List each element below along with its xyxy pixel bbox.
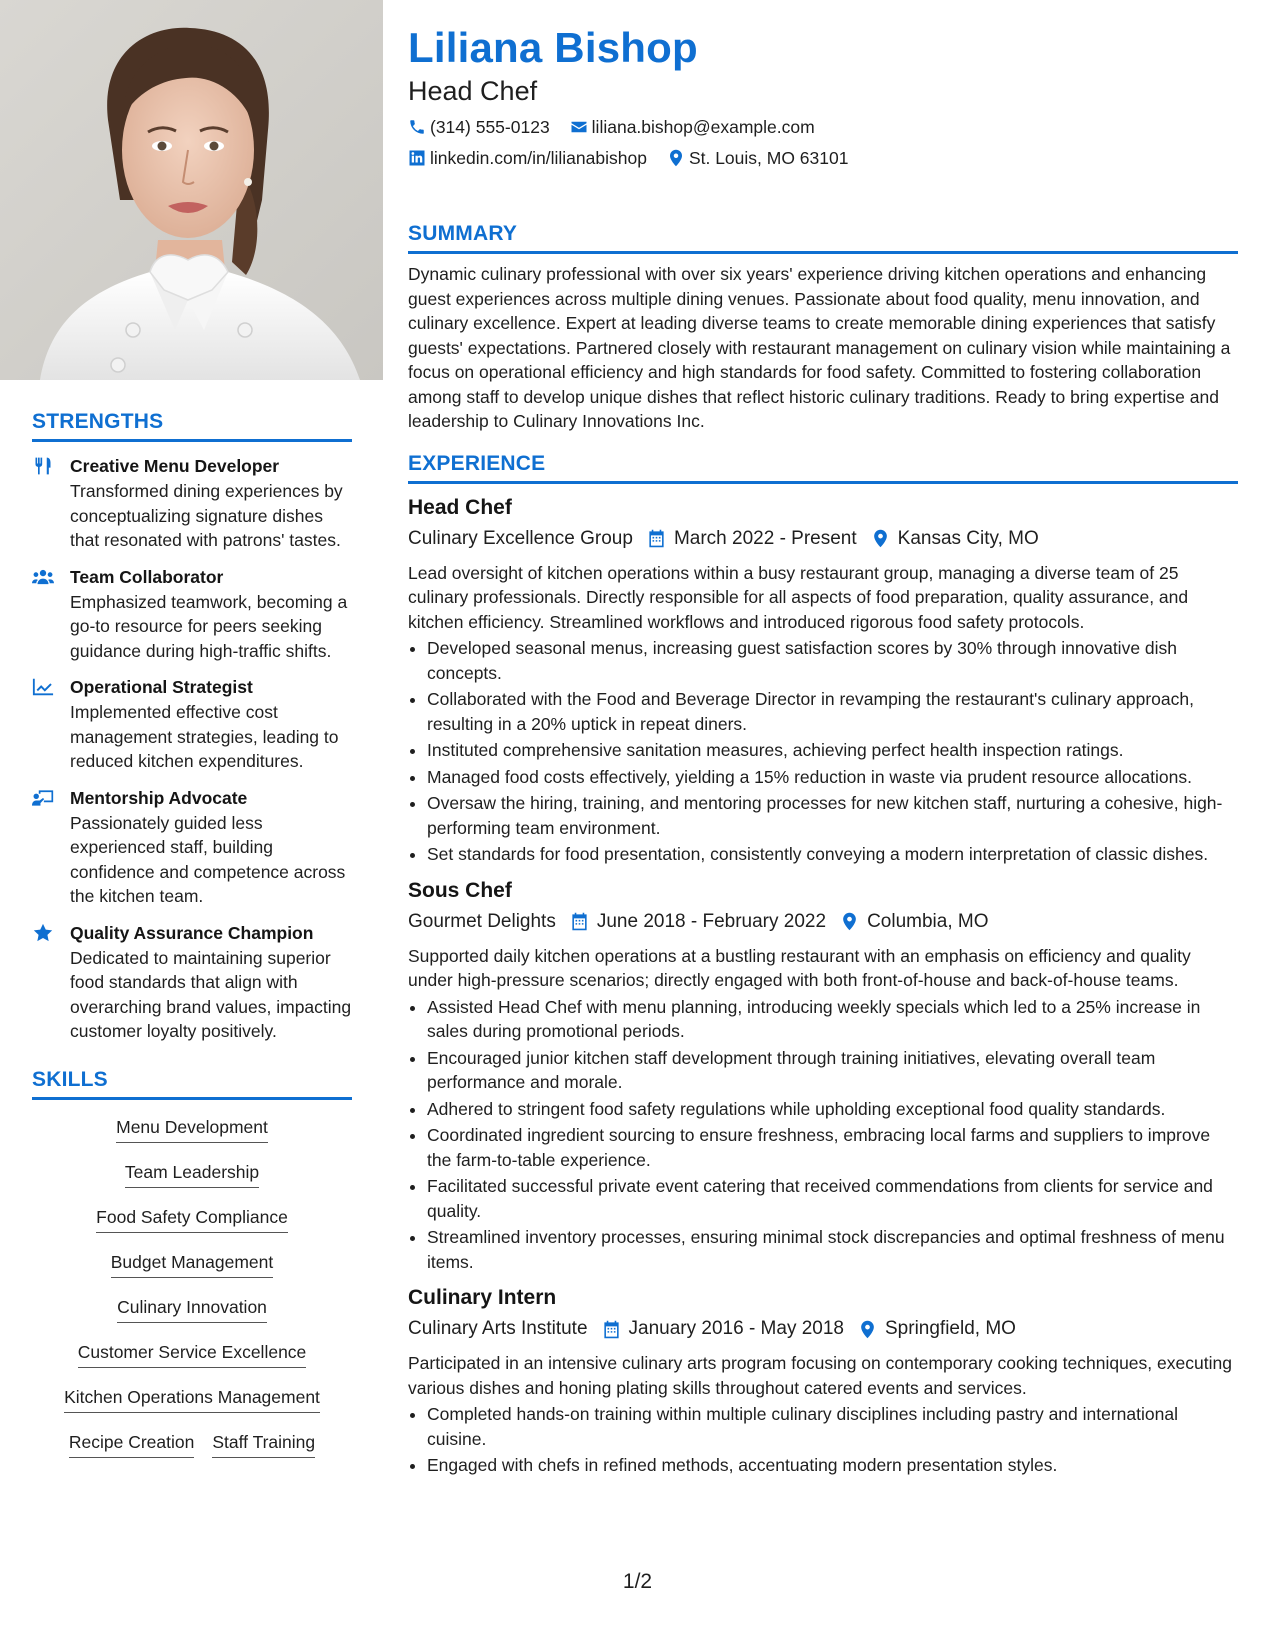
strength-desc: Emphasized teamwork, becoming a go-to resource for peers seeking guidance during high-traffic shifts.	[70, 591, 348, 661]
strength-item	[32, 565, 352, 664]
phone-icon	[408, 118, 426, 136]
strength-item	[32, 921, 352, 1044]
skill-tag: Customer Service Excellence	[78, 1339, 307, 1368]
bullet-item: • Set standards for food presentation, consistently conveying a modern interpretation of classic dishes.	[427, 842, 1238, 867]
chart-line-icon	[32, 677, 54, 697]
skills-list	[32, 1114, 352, 1474]
job-bullets	[408, 1402, 1238, 1478]
map-pin-icon	[858, 1320, 877, 1339]
section-divider	[32, 439, 352, 442]
bullet-item: • Facilitated successful private event catering that received commendations from clients for service and quality.	[427, 1174, 1238, 1223]
job-dates: March 2022 - Present	[673, 527, 857, 549]
strength-title: Creative Menu Developer	[70, 456, 280, 476]
skill-tag: Kitchen Operations Management	[64, 1384, 320, 1413]
calendar-icon	[602, 1320, 621, 1339]
strength-desc: Transformed dining experiences by conceptualizing signature dishes that resonated with patrons' tastes.	[70, 481, 343, 550]
email-contact[interactable]	[570, 115, 815, 139]
candidate-name: Liliana Bishop	[408, 24, 698, 71]
page-number: 1/2	[622, 1570, 653, 1593]
envelope-icon	[570, 118, 588, 136]
job-company: Culinary Excellence Group	[408, 527, 633, 549]
job-meta	[408, 1316, 1238, 1342]
strength-desc: Dedicated to maintaining superior food standards that align with overarching brand values, impacting customer loyalty positively.	[70, 947, 352, 1041]
job-location: Columbia, MO	[867, 910, 989, 932]
job-location: Kansas City, MO	[897, 527, 1039, 549]
summary-text: Dynamic culinary professional with over six years' experience driving kitchen operations and enhancing guest experiences across multiple dining venues. Passionate about food quality, menu innovation, and culinary excellence. Expert at leading diverse teams to create memorable dining experiences that satisfy guests' expectations. Partnered closely with restaurant management on culinary vision while maintaining a focus on operational efficiency and high standards for food safety. Committed to fostering collaboration among staff to develop unique dishes that reflect historic culinary traditions. Ready to bring expertise and leadership to Culinary Innovations Inc.	[408, 264, 1231, 431]
job-title: Culinary Intern	[408, 1286, 557, 1309]
job-company: Culinary Arts Institute	[408, 1318, 588, 1339]
email-text: liliana.bishop@example.com	[591, 117, 815, 137]
candidate-role: Head Chef	[408, 76, 538, 106]
strength-desc: Implemented effective cost management strategies, leading to reduced kitchen expenditures.	[70, 702, 339, 771]
bullet-item: • Developed seasonal menus, increasing guest satisfaction scores by 30% through innovative dish concepts.	[427, 636, 1238, 685]
job-dates: June 2018 - February 2022	[596, 910, 827, 932]
job-description: Participated in an intensive culinary arts program focusing on contemporary cooking techniques, executing various dishes and honing plating skills throughout catered events and services.	[408, 1353, 1232, 1398]
section-divider	[32, 1097, 352, 1100]
section-divider	[408, 251, 1238, 254]
job-description: Supported daily kitchen operations at a bustling restaurant with an emphasis on efficiency and quality under high-pressure scenarios; directly engaged with both front-of-house and back-of-house teams.	[408, 945, 1191, 990]
job-bullets	[408, 636, 1238, 867]
map-pin-icon	[871, 529, 890, 548]
job-title: Head Chef	[408, 495, 512, 519]
bullet-item: • Engaged with chefs in refined methods, accentuating modern presentation styles.	[427, 1453, 1238, 1478]
strength-title: Operational Strategist	[70, 677, 253, 697]
profile-photo	[0, 0, 383, 380]
strength-title: Mentorship Advocate	[70, 787, 248, 808]
utensils-icon	[32, 456, 54, 476]
strength-item	[32, 675, 352, 774]
bullet-item: • Instituted comprehensive sanitation measures, achieving perfect health inspection ratings.	[427, 738, 1238, 763]
job-meta	[408, 526, 1238, 552]
job-description: Lead oversight of kitchen operations within a busy restaurant group, managing a diverse team of 25 culinary professionals. Directly responsible for all aspects of food preparation, quality assurance, and kitchen efficiency. Streamlined workflows and introduced rigorous food safety protocols.	[408, 562, 1189, 632]
skill-tag: Staff Training	[212, 1429, 315, 1458]
summary-heading: SUMMARY	[408, 222, 518, 245]
location-contact	[667, 146, 849, 170]
strength-item	[32, 786, 352, 909]
job-entry	[408, 494, 1238, 867]
bullet-item: • Streamlined inventory processes, ensuring minimal stock discrepancies and optimal freshness of menu items.	[427, 1225, 1238, 1274]
strength-desc: Passionately guided less experienced staff, building confidence and competence across the kitchen team.	[70, 812, 346, 906]
map-pin-icon	[667, 149, 685, 167]
job-entry	[408, 877, 1238, 1275]
bullet-item: • Adhered to stringent food safety regulations while upholding exceptional food quality standards.	[427, 1097, 1238, 1122]
bullet-item: • Managed food costs effectively, yielding a 15% reduction in waste via prudent resource allocations.	[427, 765, 1238, 790]
bullet-item: • Assisted Head Chef with menu planning, introducing weekly specials which led to a 25% increase in sales during promotional periods.	[427, 995, 1238, 1044]
job-company: Gourmet Delights	[408, 910, 556, 932]
bullet-item: • Completed hands-on training within multiple culinary disciplines including pastry and international cuisine.	[427, 1402, 1238, 1451]
skill-tag: Menu Development	[116, 1114, 268, 1143]
job-bullets	[408, 995, 1238, 1275]
bullet-item: • Coordinated ingredient sourcing to ensure freshness, embracing local farms and suppliers to improve the farm-to-table experience.	[427, 1123, 1238, 1172]
star-icon	[32, 923, 54, 943]
skill-tag: Culinary Innovation	[117, 1294, 267, 1323]
users-icon	[32, 567, 54, 587]
job-dates: January 2016 - May 2018	[628, 1318, 844, 1339]
skill-tag: Recipe Creation	[69, 1429, 194, 1458]
map-pin-icon	[840, 912, 859, 931]
sidebar	[0, 0, 383, 1650]
calendar-icon	[647, 529, 666, 548]
contact-row	[408, 146, 1238, 170]
linkedin-text: linkedin.com/in/lilianabishop	[430, 148, 647, 168]
strength-item	[32, 454, 352, 553]
job-entry	[408, 1284, 1238, 1478]
section-divider	[408, 481, 1238, 484]
strength-title: Team Collaborator	[70, 566, 224, 587]
phone-contact[interactable]	[408, 115, 550, 139]
location-text: St. Louis, MO 63101	[688, 148, 849, 168]
teacher-icon	[32, 788, 54, 808]
skill-tag: Budget Management	[111, 1249, 273, 1278]
strength-title: Quality Assurance Champion	[70, 922, 314, 943]
linkedin-contact[interactable]	[408, 146, 647, 170]
bullet-item: • Collaborated with the Food and Beverage Director in revamping the restaurant's culinary approach, resulting in a 20% uptick in repeat diners.	[427, 687, 1238, 736]
bullet-item: • Encouraged junior kitchen staff development through training initiatives, elevating overall team performance and morale.	[427, 1046, 1238, 1095]
skill-tag: Food Safety Compliance	[96, 1204, 288, 1233]
phone-text: (314) 555-0123	[430, 117, 550, 137]
experience-heading: EXPERIENCE	[408, 451, 546, 475]
skills-heading: SKILLS	[32, 1067, 108, 1091]
job-location: Springfield, MO	[885, 1318, 1016, 1339]
skill-tag: Team Leadership	[125, 1159, 259, 1188]
bullet-item: • Oversaw the hiring, training, and mentoring processes for new kitchen staff, nurturing a cohesive, high-performing team environment.	[427, 791, 1238, 840]
job-meta	[408, 909, 1238, 935]
job-title: Sous Chef	[408, 878, 512, 902]
linkedin-icon	[408, 149, 426, 167]
contact-row	[408, 115, 1238, 139]
strengths-heading: STRENGTHS	[32, 410, 164, 433]
main-content	[408, 22, 1238, 1480]
calendar-icon	[570, 912, 589, 931]
